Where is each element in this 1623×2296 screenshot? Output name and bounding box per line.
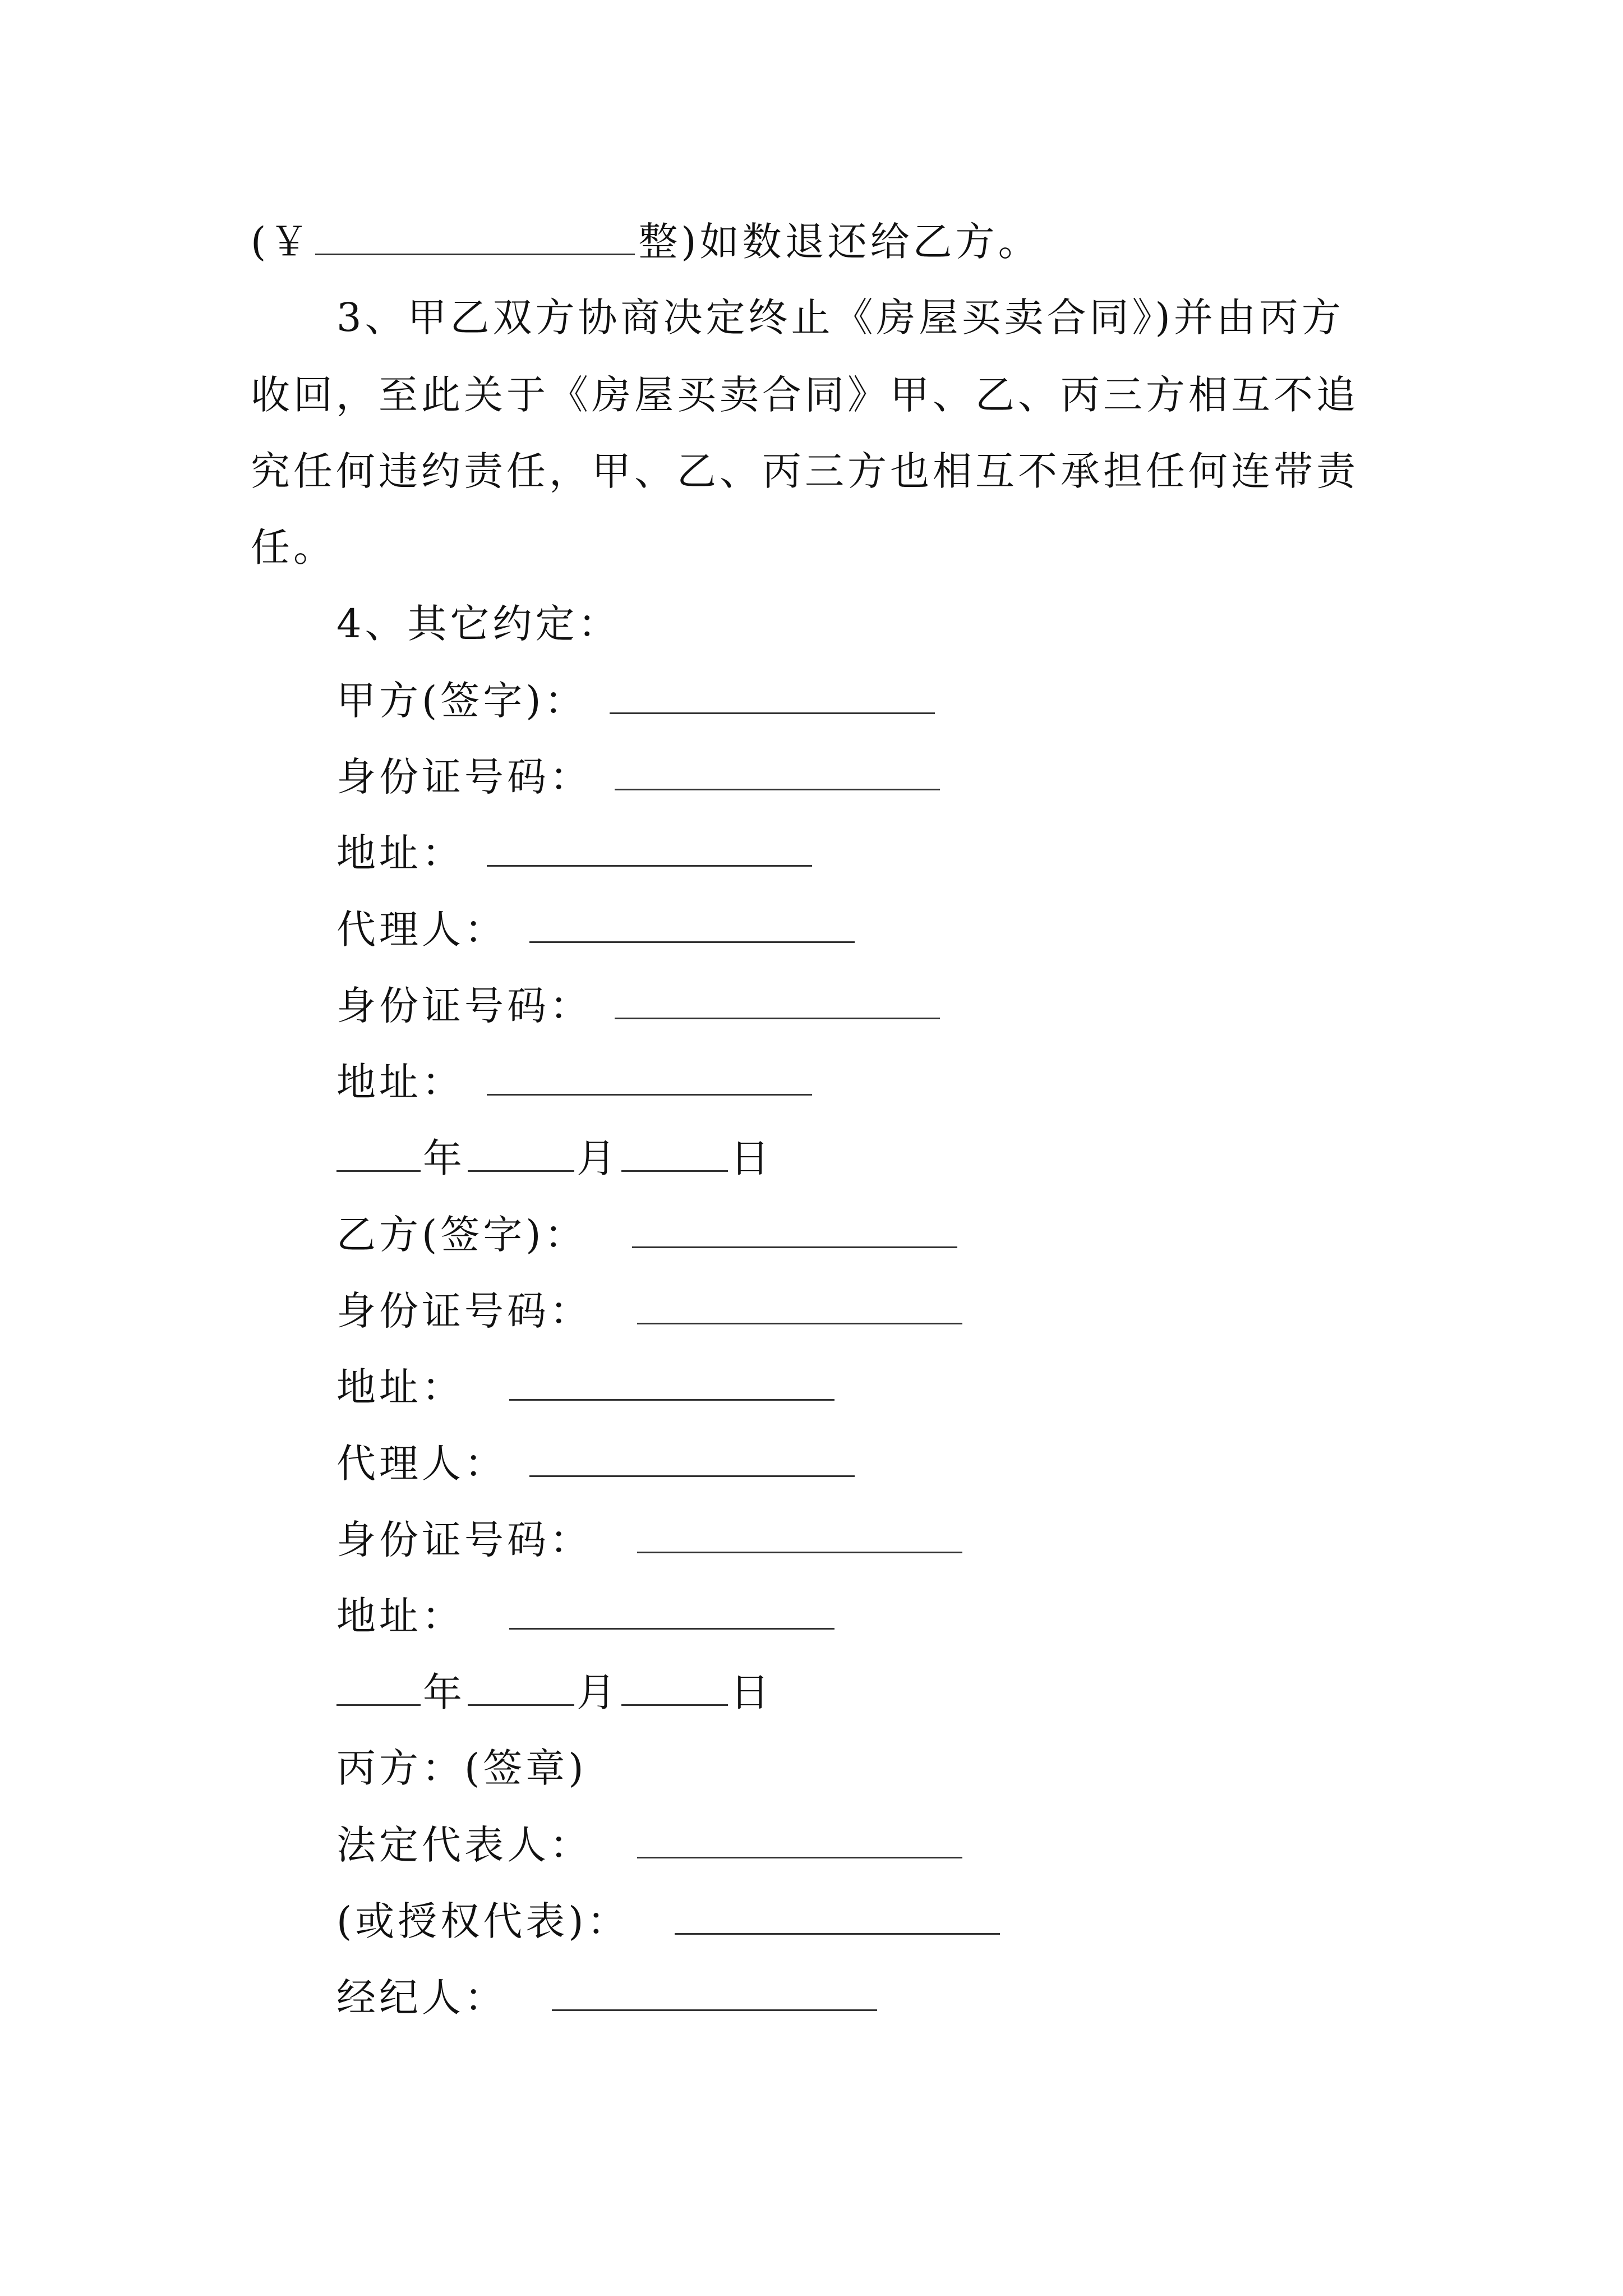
day-label: 日 xyxy=(730,1135,773,1181)
party-b-date-row xyxy=(336,1665,1481,1719)
party-a-address-label: 地址： xyxy=(336,830,464,876)
party-a-agent-blank[interactable] xyxy=(529,902,855,943)
party-b-address-blank[interactable] xyxy=(509,1360,834,1401)
party-b-id-blank[interactable] xyxy=(637,1283,962,1324)
party-a-agent-id-label: 身份证号码： xyxy=(336,983,592,1029)
month-label: 月 xyxy=(577,1135,619,1181)
clause4-label: 4、其它约定： xyxy=(336,601,621,647)
party-a-agent-address-blank[interactable] xyxy=(487,1055,812,1096)
amount-blank[interactable] xyxy=(315,214,635,255)
party-c-authorized-blank[interactable] xyxy=(675,1894,1000,1935)
party-b-agent-address-row xyxy=(336,1589,1481,1643)
party-b-agent-id-label: 身份证号码： xyxy=(336,1517,592,1563)
party-a-address-blank[interactable] xyxy=(487,826,812,867)
party-c-legal-rep-row xyxy=(336,1818,1481,1872)
party-b-agent-id-row xyxy=(336,1512,1481,1567)
party-a-day-blank[interactable] xyxy=(621,1131,728,1172)
party-a-sign-label: 甲方(签字)： xyxy=(336,678,587,724)
party-c-authorized-row xyxy=(336,1894,1481,1948)
month-label: 月 xyxy=(577,1669,619,1715)
party-a-agent-id-blank[interactable] xyxy=(615,978,940,1019)
party-b-id-label: 身份证号码： xyxy=(336,1288,592,1334)
party-b-year-blank[interactable] xyxy=(336,1665,421,1706)
party-c-broker-blank[interactable] xyxy=(552,1970,877,2011)
party-b-month-blank[interactable] xyxy=(468,1665,574,1706)
amount-close: 整)如数退还给乙方。 xyxy=(638,219,1041,265)
day-label: 日 xyxy=(730,1669,773,1715)
party-b-sign-row xyxy=(336,1207,1481,1262)
party-b-agent-id-blank[interactable] xyxy=(637,1512,962,1553)
party-c-authorized-label: (或授权代表)： xyxy=(336,1898,630,1944)
clause3-line-2: 收回，至此关于《房屋买卖合同》甲、乙、丙三方相互不追 xyxy=(251,372,1359,418)
party-a-agent-address-row xyxy=(336,1055,1481,1109)
party-a-id-row xyxy=(336,749,1481,804)
party-b-agent-address-blank[interactable] xyxy=(509,1589,834,1630)
party-a-agent-row xyxy=(336,902,1481,956)
party-c-sign-label: 丙方：(签章) xyxy=(336,1745,587,1791)
party-b-address-label: 地址： xyxy=(336,1364,464,1410)
party-b-day-blank[interactable] xyxy=(621,1665,728,1706)
party-b-sign-blank[interactable] xyxy=(632,1207,957,1248)
party-a-id-label: 身份证号码： xyxy=(336,754,592,800)
clause3-line-3: 究任何违约责任，甲、乙、丙三方也相互不承担任何连带责 xyxy=(251,448,1359,494)
party-c-broker-label: 经纪人： xyxy=(336,1975,507,2021)
party-b-sign-label: 乙方(签字)： xyxy=(336,1212,587,1258)
party-b-id-row xyxy=(336,1283,1481,1338)
clause3-line-4: 任。 xyxy=(251,524,336,570)
party-a-id-blank[interactable] xyxy=(615,749,940,790)
party-c-legal-rep-label: 法定代表人： xyxy=(336,1822,592,1868)
party-a-date-row xyxy=(336,1131,1481,1185)
party-a-month-blank[interactable] xyxy=(468,1131,574,1172)
party-a-sign-blank[interactable] xyxy=(610,673,935,714)
party-b-agent-label: 代理人： xyxy=(336,1441,507,1487)
party-a-sign-row xyxy=(336,673,1481,728)
party-a-agent-label: 代理人： xyxy=(336,907,507,953)
amount-open: (￥ xyxy=(251,219,312,265)
party-b-agent-row xyxy=(336,1436,1481,1490)
refund-amount-line xyxy=(251,214,1395,269)
party-b-agent-address-label: 地址： xyxy=(336,1593,464,1639)
year-label: 年 xyxy=(423,1135,465,1181)
year-label: 年 xyxy=(423,1669,465,1715)
clause3-line-1: 3、甲乙双方协商决定终止《房屋买卖合同》)并由丙方 xyxy=(336,295,1344,341)
party-c-legal-rep-blank[interactable] xyxy=(637,1818,962,1858)
party-b-address-row xyxy=(336,1360,1481,1414)
party-c-sign-row xyxy=(336,1741,1481,1795)
party-b-agent-blank[interactable] xyxy=(529,1436,855,1477)
party-a-address-row xyxy=(336,826,1481,880)
party-a-agent-id-row xyxy=(336,978,1481,1033)
party-c-broker-row xyxy=(336,1970,1481,2024)
party-a-agent-address-label: 地址： xyxy=(336,1059,464,1105)
party-a-year-blank[interactable] xyxy=(336,1131,421,1172)
